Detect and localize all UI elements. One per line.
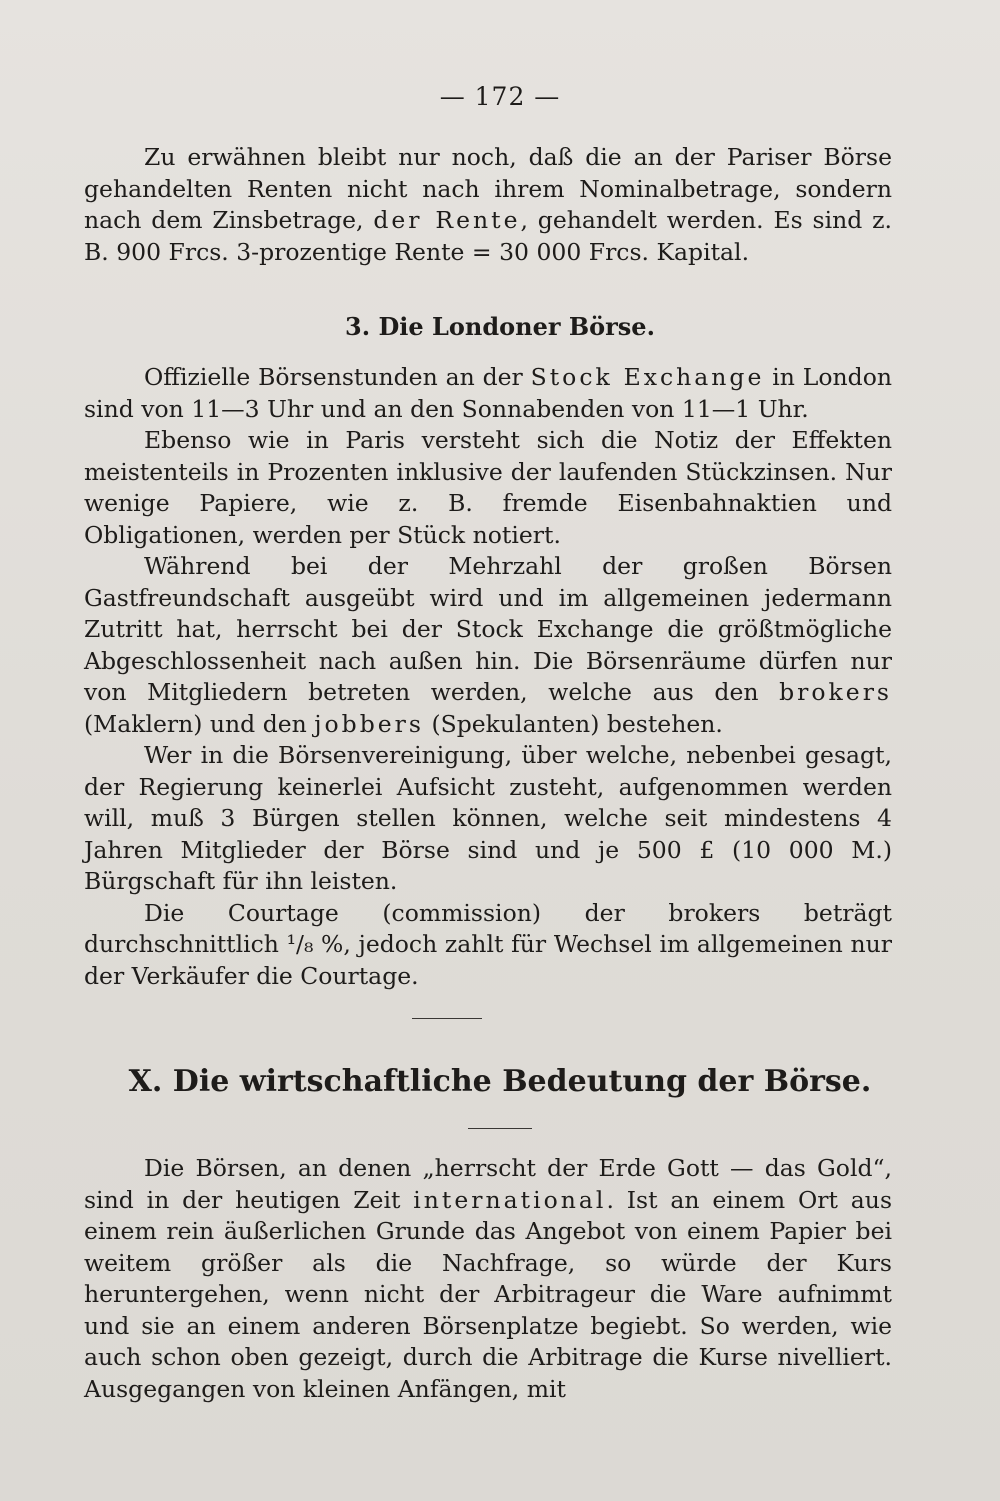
london-paragraph-courtage: Die Courtage (commission) der brokers beträgt durchschnittlich ¹/₈ %, jedoch zahlt für Wechsel im allgemeinen nur der Verkäufer die Courtage.: [84, 898, 892, 990]
intro-text-1: Zu erwähnen bleibt nur noch, daß die an der Pariser Börse gehandelten Renten nicht nach ihrem Nominalbetrage, sondern nach dem Zinsbetrage,: [84, 143, 892, 234]
london-section-body: [84, 362, 892, 992]
access-spaced-jobbers: jobbers: [314, 709, 424, 738]
chapter-heading: X. Die wirtschaftliche Bedeutung der Börse.: [128, 1064, 872, 1099]
access-text-3: (Spekulanten) bestehen.: [423, 709, 723, 738]
chapter-text-1: Die Börsen, an denen „herrscht der Erde Gott — das Gold“, sind in der heutigen Zeit: [84, 1154, 892, 1214]
hours-text-2: in London sind von 11—3 Uhr und an den Sonnabenden von 11—1 Uhr.: [84, 363, 892, 423]
divider-rule-top: [412, 1018, 482, 1019]
intro-text-2: , gehandelt werden. Es sind z. B. 900 Frcs. 3-prozentige Rente = 30 000 Frcs. Kapital.: [84, 206, 893, 266]
access-text-1: Während bei der Mehrzahl der großen Börsen Gastfreundschaft ausgeübt wird und im allgemeinen jedermann Zutritt hat, herrscht bei der Stock Exchange die größtmögliche Abgeschlossenheit nach außen hin. Die Börsenräume dürfen nur von Mitgliedern betreten werden, welche aus den: [84, 552, 892, 706]
intro-paragraph: [84, 142, 892, 268]
hours-text-1: Offizielle Börsenstunden an der: [144, 363, 531, 391]
access-spaced-brokers: brokers: [779, 678, 892, 706]
london-paragraph-membership: Wer in die Börsenvereinigung, über welche, nebenbei gesagt, der Regierung keinerlei Aufsicht zusteht, aufgenommen werden will, muß 3 Bürgen stellen können, welche seit mindestens 4 Jahren Mitglieder der Börse sind und je 500 £ (10 000 M.) Bürgschaft für ihn leisten.: [84, 741, 892, 895]
intro-paragraph-block: [84, 142, 892, 268]
access-text-2: (Maklern) und den: [84, 709, 315, 738]
hours-spaced-term: Stock Exchange: [530, 363, 765, 391]
intro-spaced-term: der Rente: [373, 206, 521, 234]
divider-rule-under-heading: [468, 1128, 532, 1129]
section-heading: 3. Die Londoner Börse.: [345, 312, 655, 341]
page-number: — 172 —: [439, 82, 561, 111]
chapter-body: [84, 1153, 892, 1405]
london-paragraph-hours: [84, 362, 892, 425]
london-paragraph-access: [84, 551, 892, 740]
chapter-text-2: . Ist an einem Ort aus einem rein äußerlichen Grunde das Angebot von einem Papier bei weitem größer als die Nachfrage, so würde der Kurs heruntergehen, wenn nicht der Arbitrageur die Ware aufnimmt und sie an einem anderen Börsenplatze begiebt. So werden, wie auch schon oben gezeigt, durch die Arbitrage die Kurse nivelliert. Ausgegangen von kleinen Anfängen, mit: [84, 1185, 893, 1403]
london-paragraph-quotation: Ebenso wie in Paris versteht sich die Notiz der Effekten meistenteils in Prozenten inklusive der laufenden Stückzinsen. Nur wenige Papiere, wie z. B. fremde Eisenbahnaktien und Obligationen, werden per Stück notiert.: [84, 426, 892, 549]
chapter-paragraph: [84, 1153, 892, 1405]
chapter-spaced-term: international: [413, 1185, 607, 1214]
